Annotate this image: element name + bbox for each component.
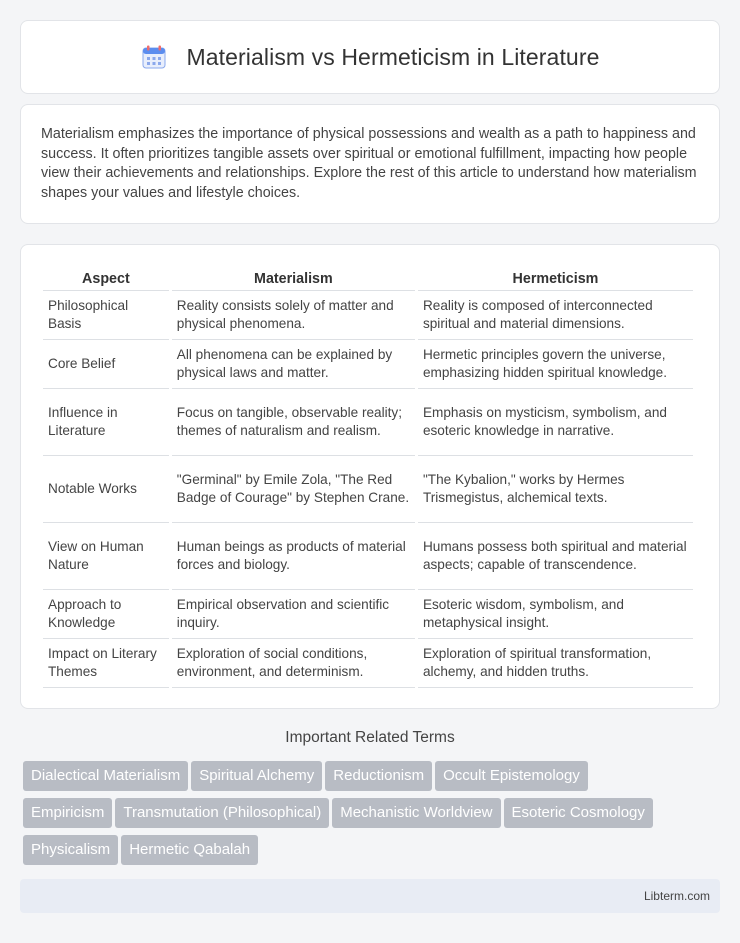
table-cell: Human beings as products of material forces and biology. <box>172 523 415 590</box>
table-cell: Humans possess both spiritual and material aspects; capable of transcendence. <box>418 523 693 590</box>
table-cell: Influence in Literature <box>43 389 169 456</box>
column-header-hermeticism: Hermeticism <box>418 265 693 291</box>
table-cell: Exploration of social conditions, environment, and determinism. <box>172 639 415 688</box>
table-cell: Notable Works <box>43 456 169 523</box>
table-cell: Empirical observation and scientific inquiry. <box>172 590 415 639</box>
intro-text: Materialism emphasizes the importance of physical possessions and wealth as a path to happiness and success. It often prioritizes tangible assets over spiritual or emotional fulfillment, impacting how people view their achievements and relationships. Explore the rest of this article to understand how materialism shapes your values and lifestyle choices. <box>41 126 697 201</box>
table-cell: "Germinal" by Emile Zola, "The Red Badge of Courage" by Stephen Crane. <box>172 456 415 523</box>
table-row <box>43 639 693 688</box>
table-cell: Core Belief <box>43 340 169 389</box>
footer-site-link[interactable]: Libterm.com <box>643 889 710 903</box>
table-cell: Hermetic principles govern the universe, emphasizing hidden spiritual knowledge. <box>418 340 693 389</box>
calendar-icon <box>141 44 167 70</box>
related-term-tag[interactable]: Occult Epistemology <box>435 761 588 791</box>
related-term-tag[interactable]: Esoteric Cosmology <box>504 798 653 828</box>
table-cell: Exploration of spiritual transformation, alchemy, and hidden truths. <box>418 639 693 688</box>
related-term-tag[interactable]: Reductionism <box>325 761 432 791</box>
comparison-card <box>20 244 720 709</box>
table-cell: Focus on tangible, observable reality; themes of naturalism and realism. <box>172 389 415 456</box>
table-row <box>43 389 693 456</box>
table-cell: Philosophical Basis <box>43 291 169 340</box>
intro-card <box>20 104 720 224</box>
table-row <box>43 456 693 523</box>
column-header-materialism: Materialism <box>172 265 415 291</box>
related-term-tag[interactable]: Hermetic Qabalah <box>121 835 258 865</box>
table-cell: "The Kybalion," works by Hermes Trismegistus, alchemical texts. <box>418 456 693 523</box>
related-term-tag[interactable]: Mechanistic Worldview <box>332 798 500 828</box>
related-term-tag[interactable]: Dialectical Materialism <box>23 761 188 791</box>
table-cell: Emphasis on mysticism, symbolism, and esoteric knowledge in narrative. <box>418 389 693 456</box>
comparison-table <box>40 265 696 688</box>
related-term-tag[interactable]: Spiritual Alchemy <box>191 761 322 791</box>
related-term-tag[interactable]: Physicalism <box>23 835 118 865</box>
table-row <box>43 340 693 389</box>
title-card <box>20 20 720 94</box>
related-term-tag[interactable]: Empiricism <box>23 798 112 828</box>
table-cell: Esoteric wisdom, symbolism, and metaphysical insight. <box>418 590 693 639</box>
table-cell: Approach to Knowledge <box>43 590 169 639</box>
table-cell: Impact on Literary Themes <box>43 639 169 688</box>
column-header-aspect: Aspect <box>43 265 169 291</box>
table-header-row <box>43 265 693 291</box>
table-cell: View on Human Nature <box>43 523 169 590</box>
table-row <box>43 590 693 639</box>
related-terms-list <box>23 761 723 872</box>
footer <box>20 879 720 913</box>
related-term-tag[interactable]: Transmutation (Philosophical) <box>115 798 329 828</box>
table-cell: Reality is composed of interconnected spiritual and material dimensions. <box>418 291 693 340</box>
table-cell: Reality consists solely of matter and physical phenomena. <box>172 291 415 340</box>
page-title: Materialism vs Hermeticism in Literature <box>186 43 600 70</box>
table-cell: All phenomena can be explained by physical laws and matter. <box>172 340 415 389</box>
table-row <box>43 523 693 590</box>
table-row <box>43 291 693 340</box>
related-terms-title: Important Related Terms <box>285 729 455 746</box>
